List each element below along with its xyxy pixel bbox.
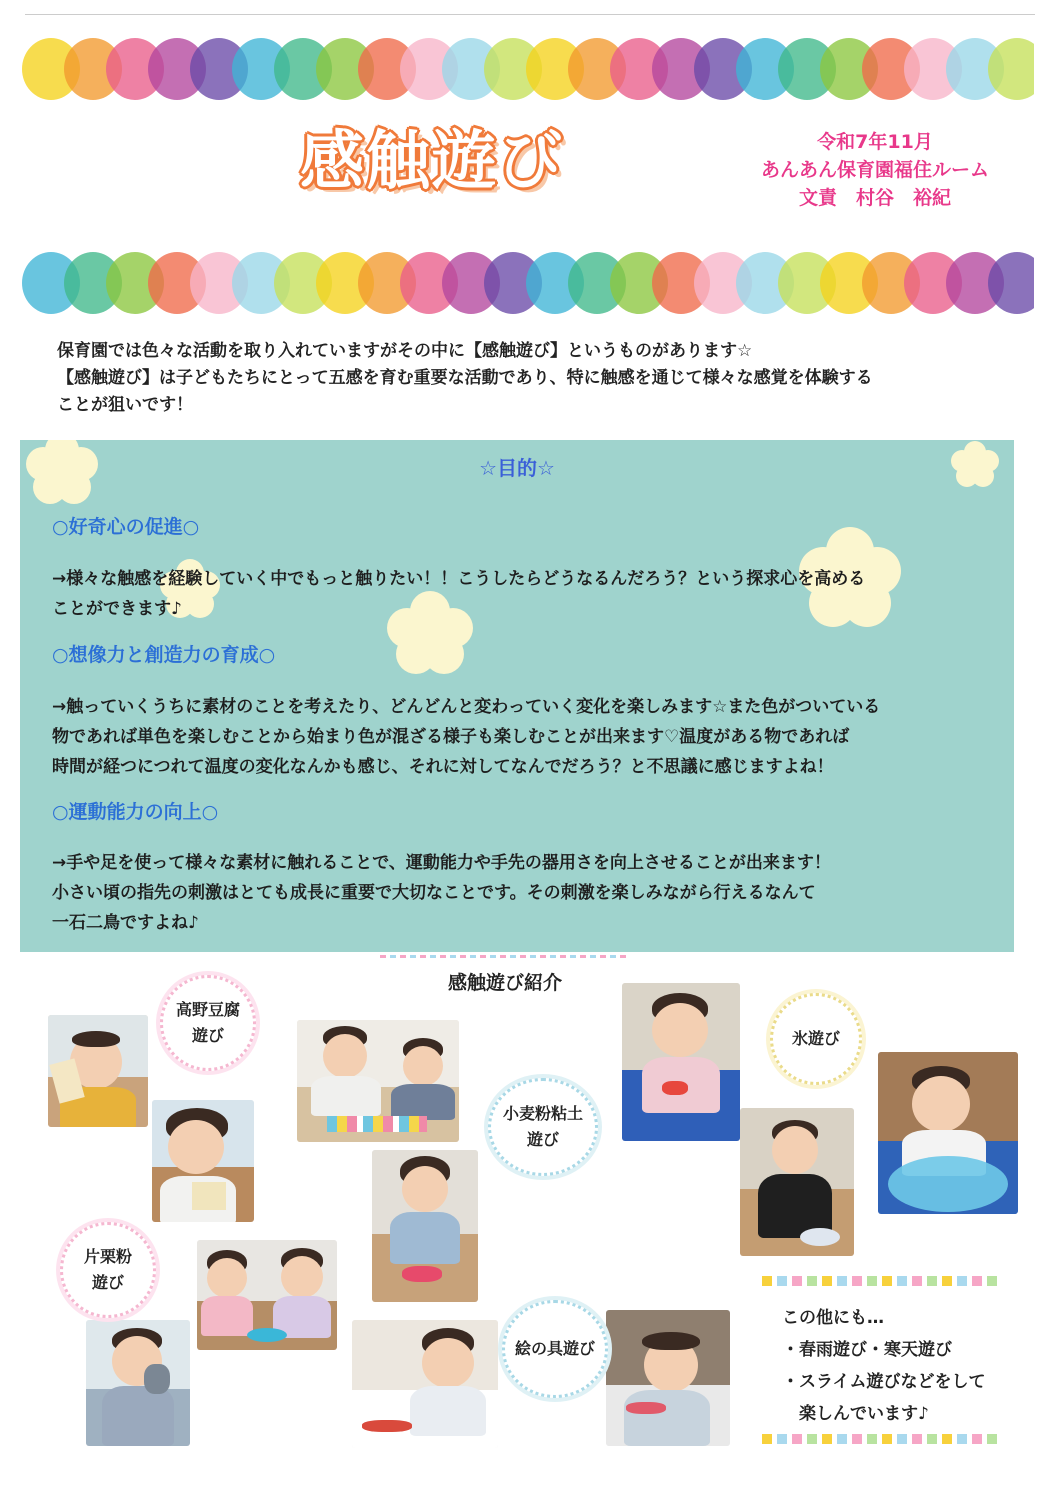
badge-line: 片栗粉 [83,1247,132,1266]
photo-koya-2 [152,1100,254,1222]
photo-koya-1 [48,1015,148,1127]
body-line: →手や足を使って様々な素材に触れることで、運動能力や手先の器用さを向上させることが出来ます！ [52,853,831,873]
body-line: 物であれば単色を楽しむことから始まり色が混ざる様子も楽しむことが出来ます♡温度がある物であれば [52,727,850,747]
confetti-piece [867,1276,877,1286]
photo-flour-2 [372,1150,478,1302]
badge-koya-tofu [160,975,256,1071]
confetti-piece [852,1434,862,1444]
section-heading-curiosity: ○好奇心の促進○ [52,516,200,538]
other-line: 楽しんでいます♪ [782,1404,929,1424]
confetti-piece [807,1276,817,1286]
badge-line: 小麦粉粘土 [502,1104,583,1123]
confetti-bottom [762,1434,994,1444]
section-heading-creativity: ○想像力と創造力の育成○ [52,644,276,666]
confetti-piece [957,1276,967,1286]
badge-line: 遊び [191,1026,224,1045]
photo-katakuri-2 [86,1320,190,1446]
page-title: 感触遊び [300,125,564,199]
intro-line: 【感触遊び】は子どもたちにとって五感を育む重要な活動であり、特に触感を通じて様々な感覚を体験する [57,368,873,388]
confetti-piece [822,1434,832,1444]
confetti-piece [942,1276,952,1286]
confetti-piece [882,1276,892,1286]
confetti-piece [927,1276,937,1286]
badge-katakuri [60,1222,156,1318]
issue-info [730,128,1020,212]
photo-ice-1 [622,983,740,1141]
dot-border-top [22,38,1034,100]
purpose-title: ☆目的☆ [479,456,555,480]
confetti-piece [972,1276,982,1286]
confetti-piece [987,1276,997,1286]
body-line: 小さい頃の指先の刺激はとても成長に重要で大切なことです。その刺激を楽しみながら行えるなんて [52,883,816,903]
confetti-piece [972,1434,982,1444]
intro-text [57,338,1007,419]
photo-flour-1 [297,1020,459,1142]
confetti-piece [852,1276,862,1286]
photo-paint-2 [606,1310,730,1446]
confetti-piece [912,1434,922,1444]
confetti-piece [807,1434,817,1444]
photo-ice-3 [878,1052,1018,1214]
confetti-piece [777,1276,787,1286]
body-line: →触っていくうちに素材のことを考えたり、どんどんと変わっていく変化を楽しみます☆また色がついている [52,697,881,717]
confetti-piece [837,1276,847,1286]
section-body-curiosity [52,564,1012,624]
confetti-piece [837,1434,847,1444]
body-line: ことができます♪ [52,599,182,619]
photo-katakuri-1 [197,1240,337,1350]
confetti-piece [927,1434,937,1444]
section-heading-motor: ○運動能力の向上○ [52,801,219,823]
confetti-piece [822,1276,832,1286]
other-line: ・スライム遊びなどをして [782,1372,986,1392]
body-line: →様々な触感を経験していく中でもっと触りたい！！こうしたらどうなるんだろう？という探求心を高める [52,569,866,589]
confetti-piece [792,1276,802,1286]
badge-line: 絵の具遊び [514,1339,595,1358]
issue-org: あんあん保育園福住ルーム [760,159,989,181]
badge-line: 氷遊び [791,1029,840,1048]
body-line: 一石二鳥ですよね♪ [52,913,199,933]
confetti-piece [762,1434,772,1444]
photo-ice-2 [740,1108,854,1256]
purpose-panel [20,440,1014,952]
confetti-piece [882,1434,892,1444]
other-activities [782,1302,1022,1430]
confetti-top [762,1276,994,1286]
confetti-piece [912,1276,922,1286]
gallery-title: 感触遊び紹介 [447,972,562,994]
confetti-piece [987,1434,997,1444]
dot-border-bottom [22,252,1034,314]
badge-line: 高野豆腐 [175,1000,240,1019]
badge-line: 遊び [526,1130,559,1149]
section-body-creativity [52,692,1012,782]
badge-ice [770,993,862,1085]
badge-paint [502,1300,608,1398]
issue-date: 令和7年11月 [817,131,933,153]
confetti-piece [792,1434,802,1444]
section-body-motor [52,848,1012,938]
gallery-title-decoration [380,955,630,958]
other-line: この他にも… [782,1308,884,1328]
badge-flour-clay [488,1078,598,1176]
issue-author: 文責 村谷 裕紀 [798,187,951,209]
confetti-piece [897,1276,907,1286]
badge-line: 遊び [91,1273,124,1292]
confetti-piece [897,1434,907,1444]
intro-line: ことが狙いです！ [57,395,193,415]
top-rule [25,14,1035,15]
intro-line: 保育園では色々な活動を取り入れていますがその中に【感触遊び】というものがあります☆ [57,341,753,361]
confetti-piece [942,1434,952,1444]
confetti-piece [957,1434,967,1444]
confetti-piece [867,1434,877,1444]
photo-paint-1 [352,1320,498,1448]
body-line: 時間が経つにつれて温度の変化なんかも感じ、それに対してなんでだろう？と不思議に感じますよね！ [52,757,834,777]
confetti-piece [777,1434,787,1444]
confetti-piece [762,1276,772,1286]
other-line: ・春雨遊び・寒天遊び [782,1340,952,1360]
